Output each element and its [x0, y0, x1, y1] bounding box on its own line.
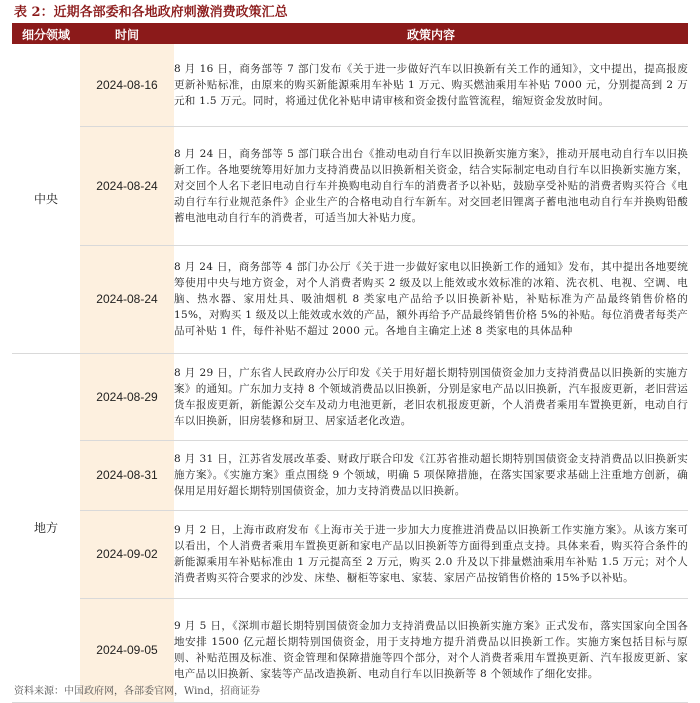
row-date: 2024-08-31 — [80, 440, 174, 510]
table-row — [12, 44, 688, 126]
row-content: 8 月 24 日，商务部等 5 部门联合出台《推动电动自行车以旧换新实施方案》，推动开展电动自行车以旧换新工作。各地要统筹用好加力支持消费品以旧换新相关资金，结合实际制定电动自行车以旧换新实施方案，对交回个人名下老旧电动自行车并换购电动自行车的消费者予以补贴，鼓励享受补贴的消费者购买符合《电动自行车行业规范条件》企业生产的合格电动自行车新车。对交回老旧锂离子蓄电池电动自行车并换购铅酸蓄电池电动自行车的消费者，可适当加大补贴力度。 — [174, 126, 688, 245]
header-content: 政策内容 — [174, 25, 688, 44]
region-local: 地方 — [12, 353, 80, 702]
row-content: 9 月 2 日，上海市政府发布《上海市关于进一步加大力度推进消费品以旧换新工作实施方案》。从该方案可以看出，个人消费者乘用车置换更新和家电产品以旧换新等方面得到重点支持。具体来看，购买符合条件的新能源乘用车补贴标准由 1 万元提高至 2 万元，购买 2.0 升及以下排量燃油乘用车补贴 1.5 万元；对个人消费者购买符合要求的沙发、床垫、橱柜等家电、家装、家居产品按销售价格的 15%予以补贴。 — [174, 510, 688, 598]
table-row — [12, 126, 688, 245]
row-date: 2024-09-02 — [80, 510, 174, 598]
table-title: 表 2：近期各部委和各地政府刺激消费政策汇总 — [14, 5, 288, 20]
source-note: 资料来源：中国政府网，各部委官网，Wind，招商证券 — [14, 686, 261, 697]
row-content: 8 月 24 日，商务部等 4 部门办公厅《关于进一步做好家电以旧换新工作的通知》发布，其中提出各地要统筹使用中央与地方资金，对个人消费者购买 2 级及以上能效或水效标准的冰箱、洗衣机、电视、空调、电脑、热水器、家用灶具、吸油烟机 8 类家电产品给予以旧换新补贴，补贴标准为产品最终销售价格的 15%，对购买 1 级及以上能效或水效的产品，额外再给予产品最终销售价格 5%的补贴。每位消费者每类产品可补贴 1 件，每件补贴不超过 2000 元。各地自主确定上述 8 类家电的具体品种 — [174, 245, 688, 353]
region-central: 中央 — [12, 44, 80, 353]
row-date: 2024-09-05 — [80, 598, 174, 702]
table-row — [12, 353, 688, 440]
table-row — [12, 440, 688, 510]
row-date: 2024-08-24 — [80, 245, 174, 353]
policy-table — [12, 25, 688, 703]
table-row — [12, 510, 688, 598]
header-row — [12, 25, 688, 44]
row-content: 9 月 5 日，《深圳市超长期特别国债资金加力支持消费品以旧换新实施方案》正式发布，落实国家向全国各地安排 1500 亿元超长期特别国债资金，用于支持地方提升消费品以旧换新工作。实施方案包括目标与原则、补贴范围及标准、资金管理和保障措施等四个部分，对个人消费者乘用车置换更新、汽车报废更新、家电产品以旧换新、家装等产品改造换新、电动自行车以旧换新等 8 个领域作了细化安排。 — [174, 598, 688, 702]
row-content: 8 月 16 日，商务部等 7 部门发布《关于进一步做好汽车以旧换新有关工作的通知》，文中提出，提高报废更新补贴标准，由原来的购买新能源乘用车补贴 1 万元、购买燃油乘用车补贴 7000 元，分别提高到 2 万元和 1.5 万元。同时，将通过优化补贴申请审核和资金拨付监管流程，缩短资金发放时间。 — [174, 44, 688, 126]
header-sector: 细分领域 — [12, 25, 80, 44]
row-date: 2024-08-24 — [80, 126, 174, 245]
row-content: 8 月 29 日，广东省人民政府办公厅印发《关于用好超长期特别国债资金加力支持消费品以旧换新的实施方案》的通知。广东加力支持 8 个领域消费品以旧换新，分别是家电产品以旧换新，汽车报废更新，老旧营运货车报废更新，新能源公交车及动力电池更新，老旧农机报废更新，个人消费者乘用车置换更新，电动自行车以旧换新，旧房装修和厨卫、居家适老化改造。 — [174, 353, 688, 440]
row-content: 8 月 31 日，江苏省发展改革委、财政厅联合印发《江苏省推动超长期特别国债资金支持消费品以旧换新实施方案》。《实施方案》重点围绕 9 个领域，明确 5 项保障措施，在落实国家要求基础上注重地方创新，确保用足用好超长期特别国债资金，加力支持消费品以旧换新。 — [174, 440, 688, 510]
header-date: 时间 — [80, 25, 174, 44]
row-date: 2024-08-29 — [80, 353, 174, 440]
table-row — [12, 245, 688, 353]
row-date: 2024-08-16 — [80, 44, 174, 126]
